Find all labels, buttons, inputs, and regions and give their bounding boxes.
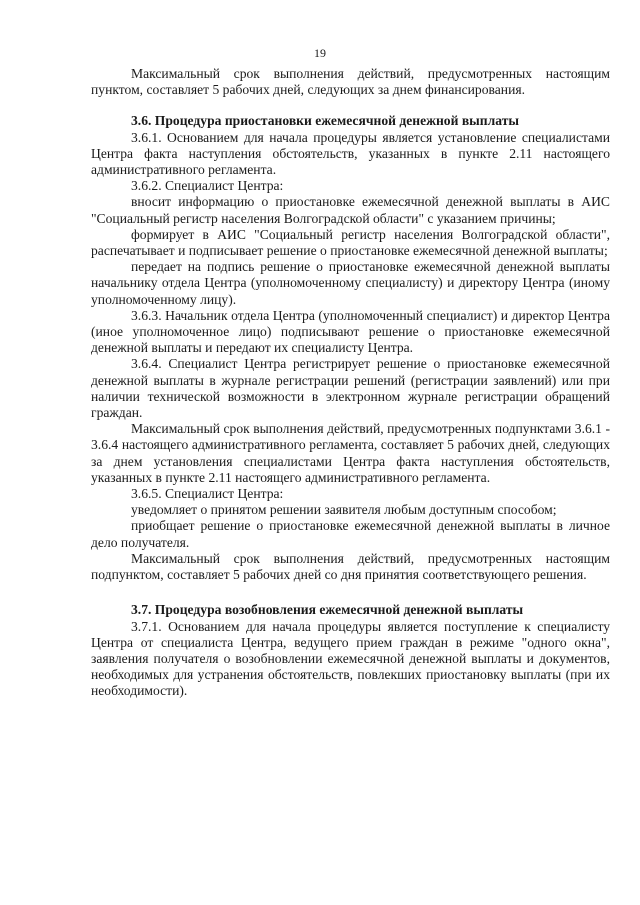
- paragraph-3-7-1: 3.7.1. Основанием для начала процедуры является поступление к специалисту Центра от специалиста Центра, ведущего прием граждан в режиме "одного окна", заявления получателя о возобновлении ежемесячной денежной выплаты и документов, необходимых для устранения обстоятельств, повлекших приостановку выплаты (при их необходимости).: [91, 618, 610, 699]
- paragraph-max-term-3-6: Максимальный срок выполнения действий, предусмотренных подпунктами 3.6.1 - 3.6.4 настоящего административного регламента, составляет 5 рабочих дней, следующих за днем установления специалистами Центра факта наступления обстоятельств, указанных в пункте 2.11 настоящего административного регламента.: [91, 421, 610, 485]
- paragraph-3-6-4: 3.6.4. Специалист Центра регистрирует решение о приостановке ежемесячной денежной выплаты в журнале регистрации решений (регистрации заявлений) или при наличии технической возможности в электронном журнале регистрации обращений граждан.: [91, 356, 610, 421]
- paragraph-forms-decision: формирует в АИС "Социальный регистр населения Волгоградской области", распечатывает и подписывает решение о приостановке ежемесячной денежной выплаты;: [91, 226, 610, 259]
- document-body: [91, 66, 610, 700]
- paragraph-passes-for-signature: передает на подпись решение о приостановке ежемесячной денежной выплаты начальнику отдела Центра (уполномоченному специалисту) и директору Центра (иному уполномоченному лицу).: [91, 259, 610, 307]
- page-number: 19: [314, 46, 326, 60]
- section-heading-3-7: 3.7. Процедура возобновления ежемесячной денежной выплаты: [131, 602, 524, 618]
- paragraph-notifies-applicant: уведомляет о принятом решении заявителя любым доступным способом;: [131, 502, 557, 518]
- paragraph-3-6-2: 3.6.2. Специалист Центра:: [131, 178, 284, 194]
- paragraph-3-6-3: 3.6.3. Начальник отдела Центра (уполномоченный специалист) и директор Центра (иное уполномоченное лицо) подписывают решение о приостановке ежемесячной денежной выплаты и передают их специалисту Центра.: [91, 307, 610, 356]
- paragraph-max-term-financing: Максимальный срок выполнения действий, предусмотренных настоящим пунктом, составляет 5 рабочих дней, следующих за днем финансирования.: [91, 66, 610, 98]
- paragraph-max-term-subpoint: Максимальный срок выполнения действий, предусмотренных настоящим подпунктом, составляет 5 рабочих дней со дня принятия соответствующего решения.: [91, 550, 610, 583]
- paragraph-attaches-decision: приобщает решение о приостановке ежемесячной денежной выплаты в личное дело получателя.: [91, 518, 610, 550]
- paragraph-3-6-5: 3.6.5. Специалист Центра:: [131, 486, 284, 502]
- paragraph-enters-info: вносит информацию о приостановке ежемесячной денежной выплаты в АИС "Социальный регистр населения Волгоградской области" с указанием причины;: [91, 194, 610, 226]
- paragraph-3-6-1: 3.6.1. Основанием для начала процедуры является установление специалистами Центра факта наступления обстоятельств, указанных в пункте 2.11 настоящего административного регламента.: [91, 129, 610, 178]
- section-heading-3-6: 3.6. Процедура приостановки ежемесячной денежной выплаты: [131, 113, 519, 129]
